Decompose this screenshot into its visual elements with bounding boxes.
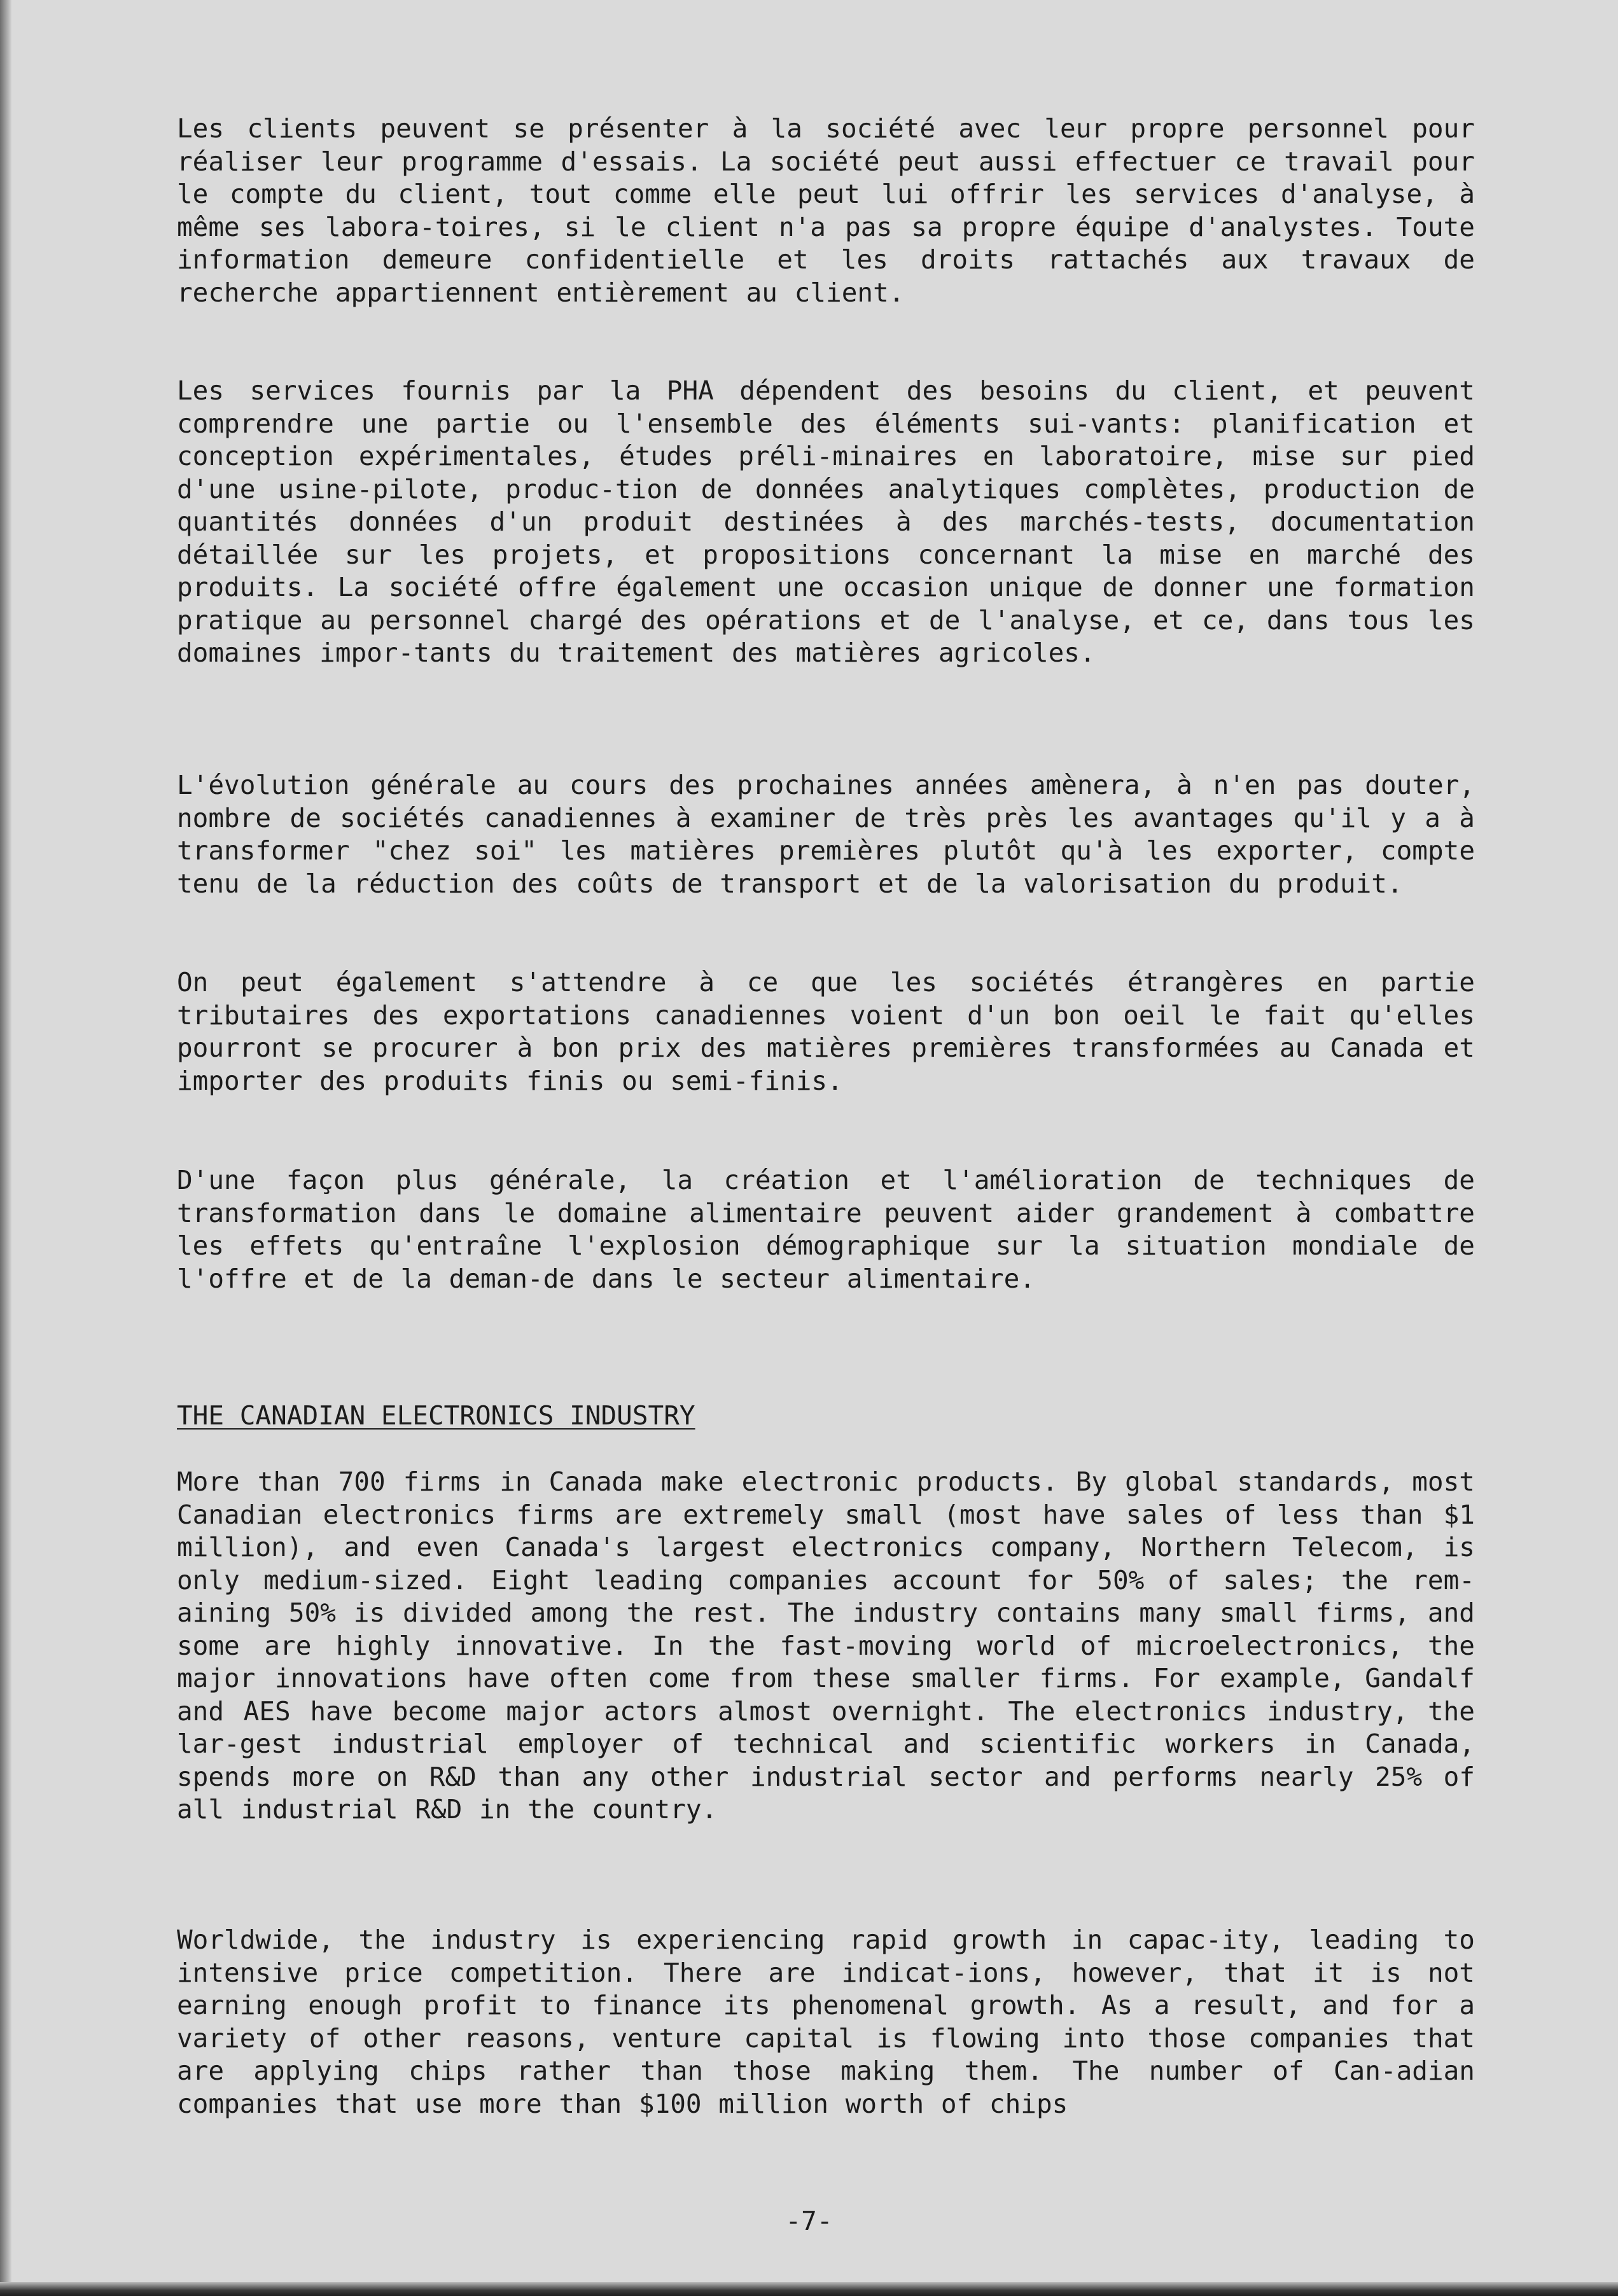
paragraph-fr-evolution: L'évolution générale au cours des prochaines années amènera, à n'en pas douter, nombre de sociétés canadiennes à examiner de très près les avantages qu'il y a à transformer "chez soi" les matières premières plutôt qu'à les exporter, compte tenu de la réduction des coûts de transport et de la valorisation du produit. (177, 770, 1475, 899)
paragraph-fr-services: Les services fournis par la PHA dépendent des besoins du client, et peuvent comprendre une partie ou l'ensemble des éléments sui-vants: planification et conception expérimentales, études préli-minaires en laboratoire, mise sur pied d'une usine-pilote, produc-tion de données analytiques complètes, production de quantités données d'un produit destinées à des marchés-tests, documentation détaillée sur les projets, et propositions concernant la mise en marché des produits. La société offre également une occasion unique de donner une formation pratique au personnel chargé des opérations et de l'analyse, et ce, dans tous les domaines impor-tants du traitement des matières agricoles. (177, 375, 1475, 668)
page-number: -7- (785, 2206, 833, 2236)
paragraph-en-worldwide: Worldwide, the industry is experiencing rapid growth in capac-ity, leading to intensive price competition. There are indicat-ions, however, that it is not earning enough profit to finance its phenomenal growth. As a result, and for a variety of other reasons, venture capital is flowing into those companies that are applying chips rather than those making them. The number of Can-adian companies that use more than $100 million worth of chips (177, 1924, 1475, 2119)
section-heading-electronics: THE CANADIAN ELECTRONICS INDUSTRY (177, 1400, 695, 1431)
paragraph-en-firms: More than 700 firms in Canada make electronic products. By global standards, most Canadian electronics firms are extremely small (most have sales of less than $1 million), and even Canada's largest electronics company, Northern Telecom, is only medium-sized. Eight leading companies account for 50% of sales; the rem-aining 50% is divided among the rest. The industry contains many small firms, and some are highly innovative. In the fast-moving world of microelectronics, the major innovations have often come from these smaller firms. For example, Gandalf and AES have become major actors almost overnight. The electronics industry, the lar-gest industrial employer of technical and scientific workers in Canada, spends more on R&D than any other industrial sector and performs nearly 25% of all industrial R&D in the country. (177, 1466, 1475, 1825)
paragraph-fr-societes-etrangeres: On peut également s'attendre à ce que les sociétés étrangères en partie tributaires des exportations canadiennes voient d'un bon oeil le fait qu'elles pourront se procurer à bon prix des matières premières transformées au Canada et importer des produits finis ou semi-finis. (177, 967, 1475, 1096)
paragraph-fr-clients: Les clients peuvent se présenter à la société avec leur propre personnel pour réaliser leur programme d'essais. La société peut aussi effectuer ce travail pour le compte du client, tout comme elle peut lui offrir les services d'analyse, à même ses labora-toires, si le client n'a pas sa propre équipe d'analystes. Toute information demeure confidentielle et les droits rattachés aux travaux de recherche appartiennent entièrement au client. (177, 113, 1475, 308)
paragraph-fr-techniques: D'une façon plus générale, la création et l'amélioration de techniques de transformation dans le domaine alimentaire peuvent aider grandement à combattre les effets qu'entraîne l'explosion démographique sur la situation mondiale de l'offre et de la deman-de dans le secteur alimentaire. (177, 1165, 1475, 1294)
